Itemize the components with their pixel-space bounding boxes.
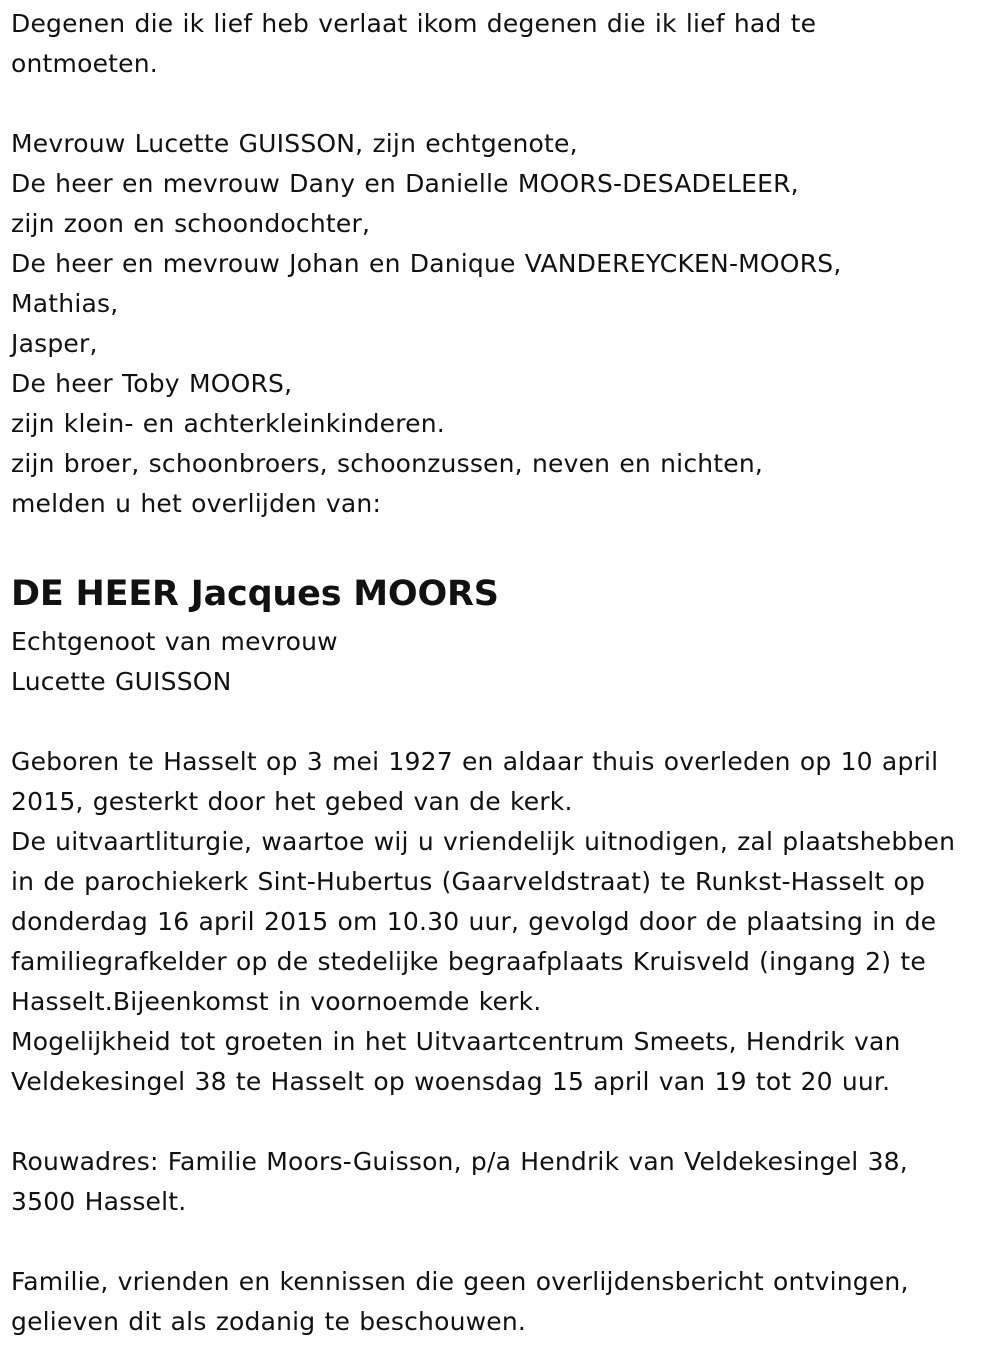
closing-line: Familie, vrienden en kennissen die geen overlijdensbericht ontvingen,: [11, 1267, 909, 1296]
intro-quote: [11, 4, 1000, 84]
deceased-block: [11, 570, 1000, 702]
family-line: De heer Toby MOORS,: [11, 369, 293, 398]
address-line: 3500 Hasselt.: [11, 1187, 187, 1216]
intro-line: ontmoeten.: [11, 49, 158, 78]
family-line: De heer en mevrouw Johan en Danique VANDEREYCKEN-MOORS,: [11, 249, 842, 278]
family-line: melden u het overlijden van:: [11, 489, 382, 518]
details-line: 2015, gesterkt door het gebed van de kerk.: [11, 787, 573, 816]
details-line: De uitvaartliturgie, waartoe wij u vriendelijk uitnodigen, zal plaatshebben: [11, 827, 956, 856]
family-line: Mevrouw Lucette GUISSON, zijn echtgenote,: [11, 129, 578, 158]
funeral-details: [11, 742, 1000, 1102]
spacer: [11, 1222, 1000, 1262]
details-line: Hasselt.Bijeenkomst in voornoemde kerk.: [11, 987, 542, 1016]
spouse-line: Lucette GUISSON: [11, 667, 232, 696]
spacer: [11, 524, 1000, 568]
details-line: in de parochiekerk Sint-Hubertus (Gaarveldstraat) te Runkst-Hasselt op: [11, 867, 926, 896]
deceased-name: DE HEER Jacques MOORS: [11, 574, 499, 614]
family-line: De heer en mevrouw Dany en Danielle MOORS-DESADELEER,: [11, 169, 799, 198]
family-line: zijn broer, schoonbroers, schoonzussen, neven en nichten,: [11, 449, 764, 478]
address-line: Rouwadres: Familie Moors-Guisson, p/a Hendrik van Veldekesingel 38,: [11, 1147, 908, 1176]
details-line: donderdag 16 april 2015 om 10.30 uur, gevolgd door de plaatsing in de: [11, 907, 937, 936]
mourning-address: [11, 1142, 1000, 1222]
family-line: zijn zoon en schoondochter,: [11, 209, 371, 238]
details-line: familiegrafkelder op de stedelijke begraafplaats Kruisveld (ingang 2) te: [11, 947, 926, 976]
spacer: [11, 1102, 1000, 1142]
spacer: [11, 84, 1000, 124]
family-announcement: [11, 124, 1000, 524]
family-line: Mathias,: [11, 289, 119, 318]
intro-line: Degenen die ik lief heb verlaat ikom degenen die ik lief had te: [11, 9, 817, 38]
spacer: [11, 702, 1000, 742]
details-line: Veldekesingel 38 te Hasselt op woensdag 15 april van 19 tot 20 uur.: [11, 1067, 891, 1096]
family-line: Jasper,: [11, 329, 98, 358]
spouse-line: Echtgenoot van mevrouw: [11, 627, 338, 656]
family-line: zijn klein- en achterkleinkinderen.: [11, 409, 445, 438]
details-line: Mogelijkheid tot groeten in het Uitvaartcentrum Smeets, Hendrik van: [11, 1027, 901, 1056]
closing-line: gelieven dit als zodanig te beschouwen.: [11, 1307, 527, 1336]
closing-note: [11, 1262, 1000, 1342]
details-line: Geboren te Hasselt op 3 mei 1927 en aldaar thuis overleden op 10 april: [11, 747, 939, 776]
